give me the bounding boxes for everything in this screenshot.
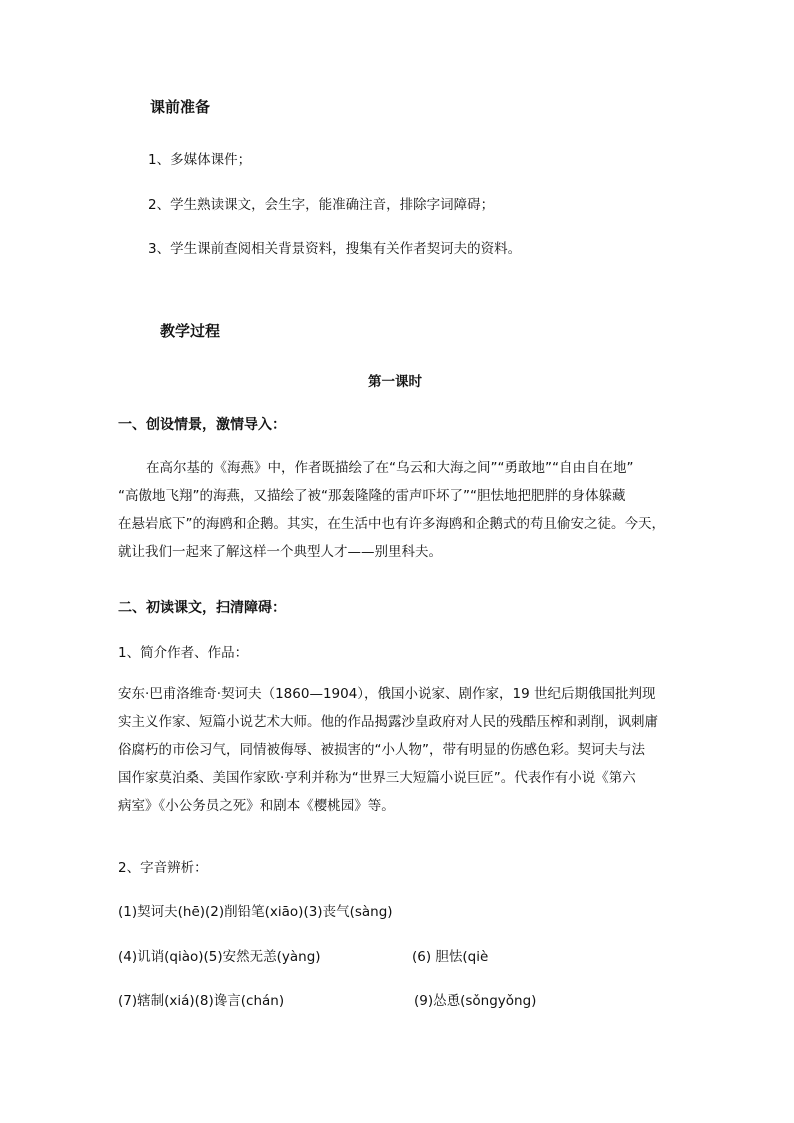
prep-item-1: 1、多媒体课件；	[148, 152, 252, 168]
prep-heading: 课前准备	[150, 98, 211, 116]
pronunciation-row-2-right: (6) 胆怯(qiè	[412, 949, 489, 965]
section1-heading: 一、创设情景，激情导入：	[118, 417, 286, 433]
prep-item-3: 3、学生课前查阅相关背景资料，搜集有关作者契诃夫的资料。	[148, 241, 522, 257]
pronunciation-row-3-left: (7)辖制(xiá)(8)谗言(chán)	[118, 993, 285, 1009]
section2-heading: 二、初读课文，扫清障碍：	[118, 600, 286, 616]
author-intro-line: 病室》《小公务员之死》和剧本《樱桃园》等。	[118, 798, 395, 814]
section1-line: 在高尔基的《海燕》中，作者既描绘了在“乌云和大海之间”“勇敢地”“自由自在地”	[146, 460, 634, 476]
prep-item-2: 2、学生熟读课文，会生字，能准确注音，排除字词障碍；	[148, 197, 495, 213]
process-heading: 教学过程	[160, 322, 221, 340]
section1-line: 就让我们一起来了解这样一个典型人才——别里科夫。	[118, 544, 442, 560]
pronunciation-row-1: (1)契诃夫(hē)(2)削铅笔(xiāo)(3)丧气(sàng)	[118, 904, 393, 920]
lesson-title: 第一课时	[368, 374, 422, 390]
author-intro-line: 安东·巴甫洛维奇·契诃夫（1860—1904），俄国小说家、剧作家，19 世纪后期俄国批判现	[118, 686, 656, 702]
pronunciation-row-3-right: (9)怂恿(sǒngyǒng)	[414, 993, 537, 1009]
pronunciation-row-2-left: (4)讥诮(qiào)(5)安然无恙(yàng)	[118, 949, 321, 965]
section1-paragraph	[118, 454, 684, 566]
author-intro-line: 国作家莫泊桑、美国作家欧·亨利并称为“世界三大短篇小说巨匠”。代表作有小说《第六	[118, 770, 636, 786]
author-intro-line: 实主义作家、短篇小说艺术大师。他的作品揭露沙皇政府对人民的残酷压榨和剥削，讽刺庸	[118, 714, 658, 730]
author-intro-line: 俗腐朽的市侩习气，同情被侮辱、被损害的“小人物”，带有明显的伤感色彩。契诃夫与法	[118, 742, 645, 758]
author-intro-heading: 1、简介作者、作品：	[118, 645, 249, 661]
section1-line: “高傲地飞翔”的海燕，又描绘了被“那轰隆隆的雷声吓坏了”“胆怯地把肥胖的身体躲藏	[118, 488, 626, 504]
section1-line: 在悬岩底下”的海鸥和企鹅。其实，在生活中也有许多海鸥和企鹅式的苟且偷安之徒。今天，	[118, 516, 665, 532]
author-intro-paragraph	[118, 680, 684, 820]
pronunciation-heading: 2、字音辨析：	[118, 860, 208, 876]
